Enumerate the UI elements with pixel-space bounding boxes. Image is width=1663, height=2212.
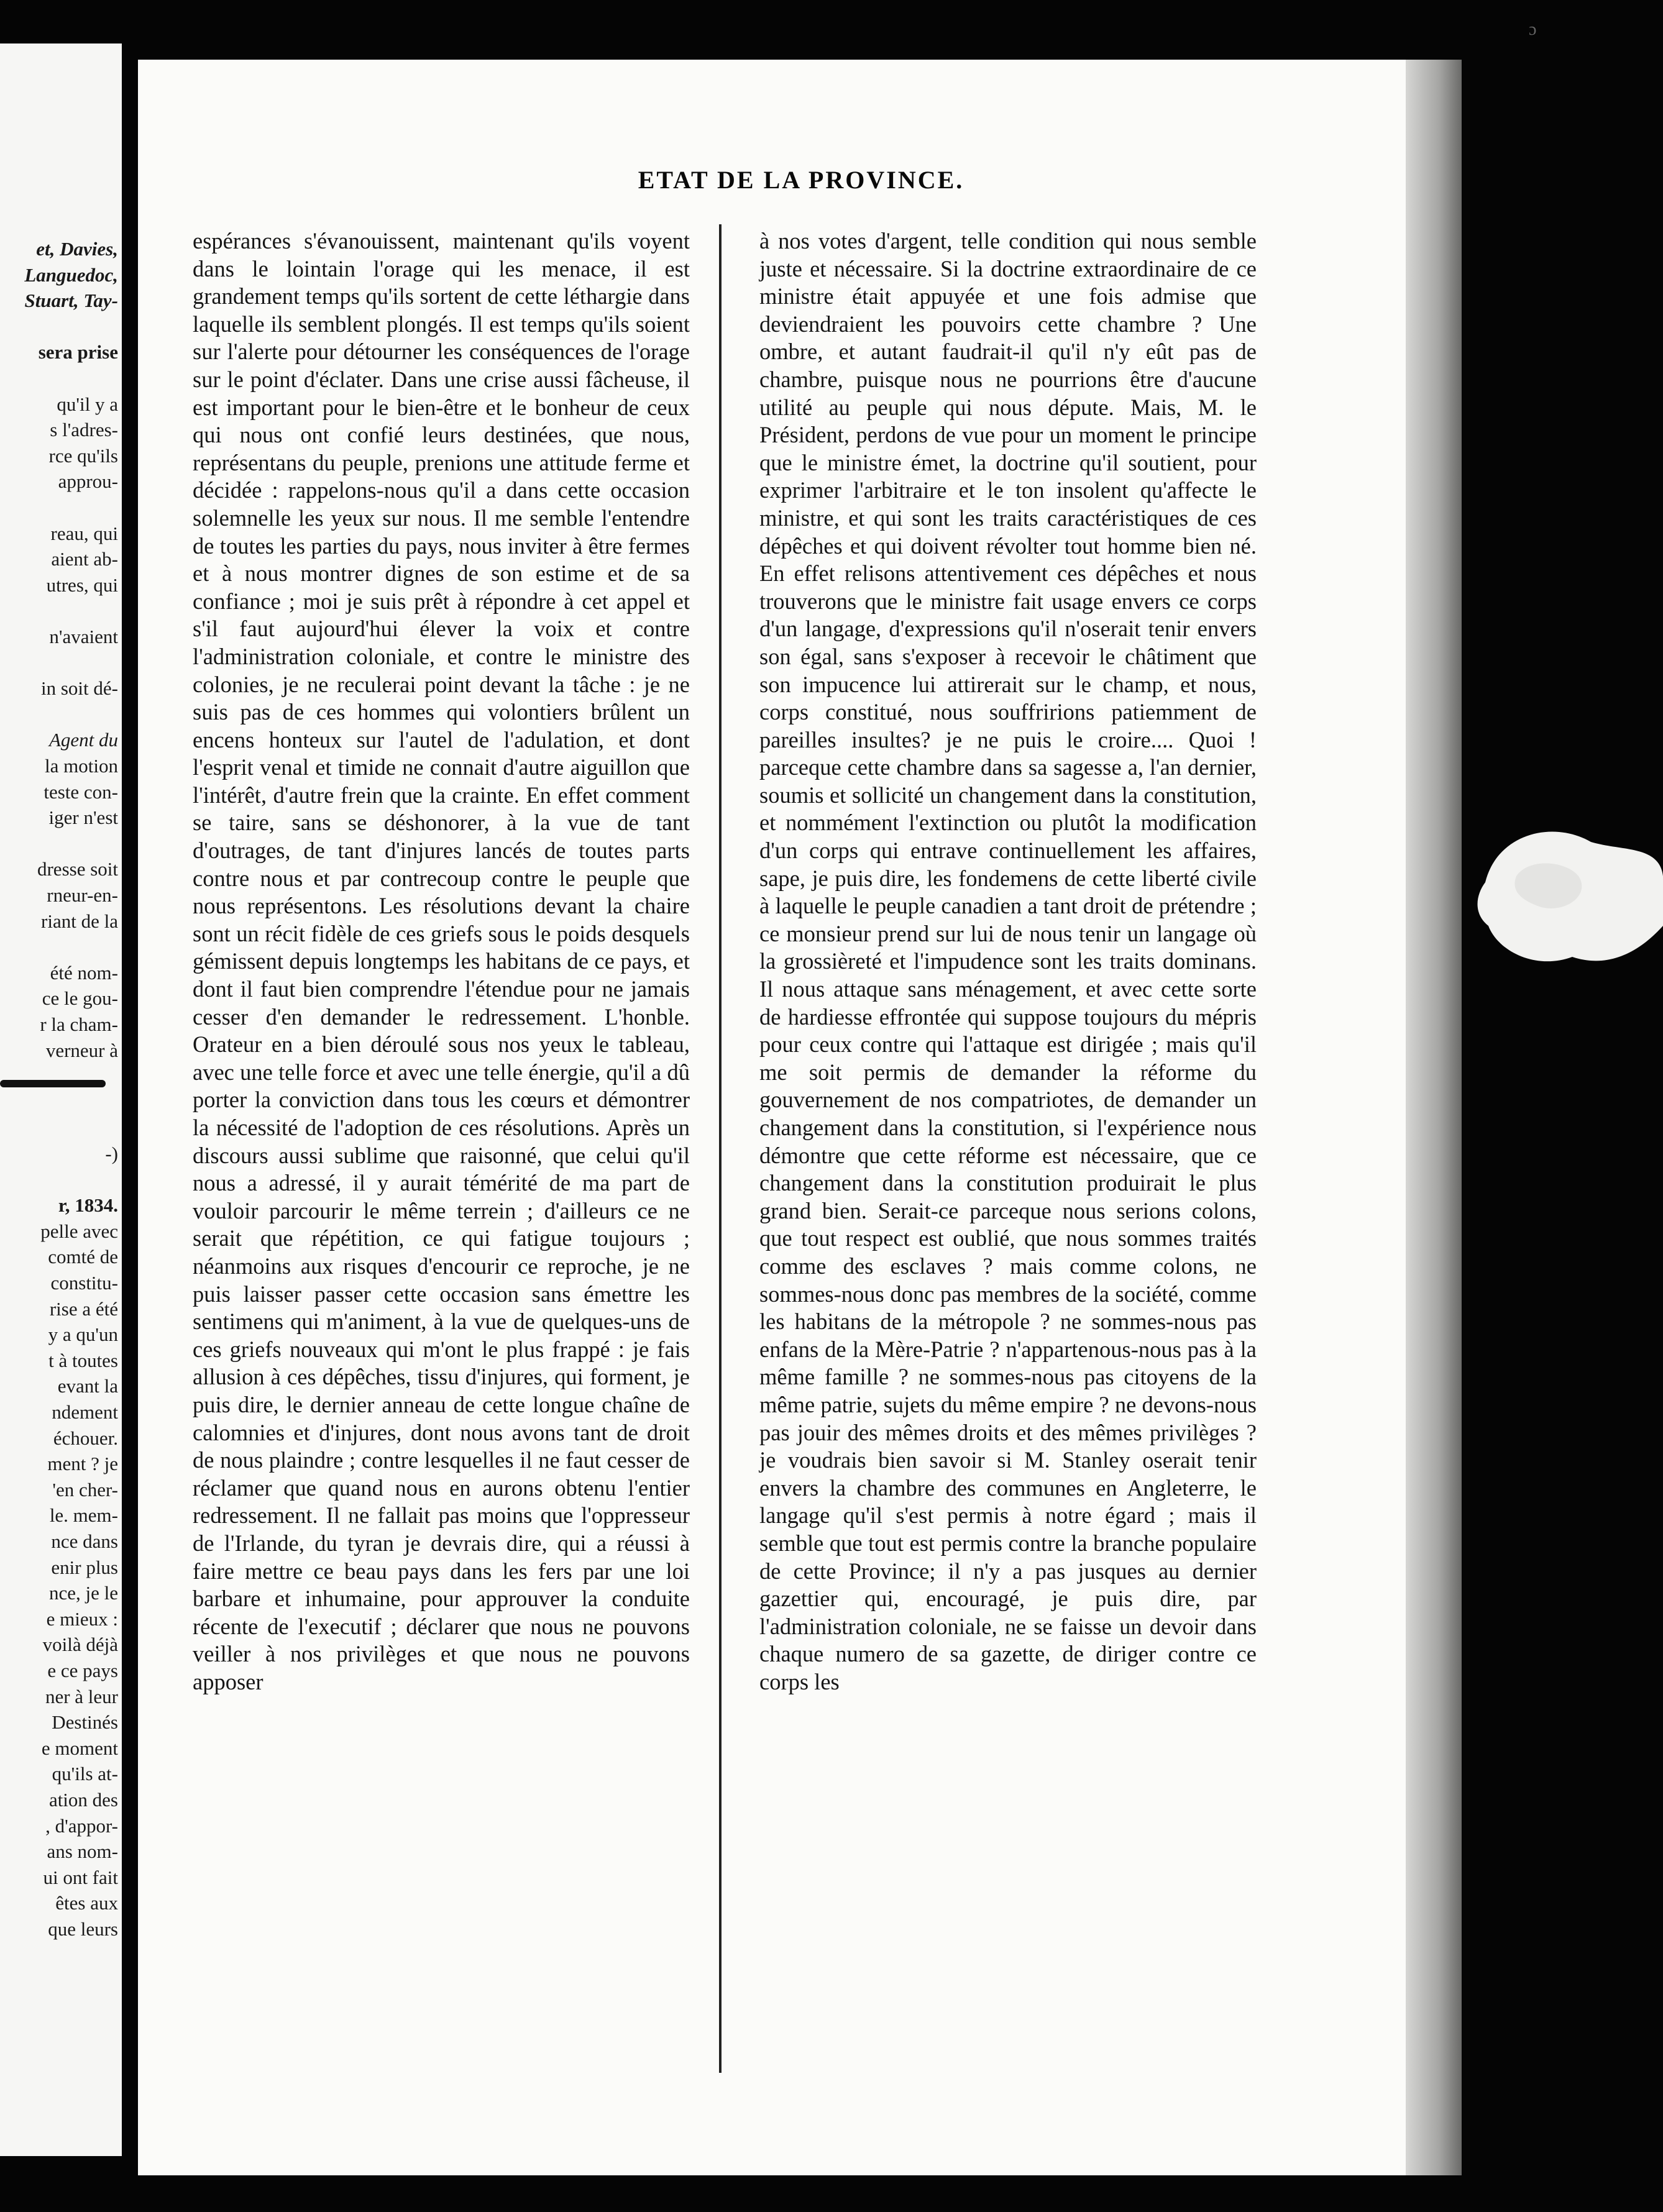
main-page <box>138 60 1454 2175</box>
left-fragment-line: pelle avec <box>40 1220 118 1242</box>
left-fragment-line: evant la <box>57 1375 118 1397</box>
paper-tear-blot <box>1460 808 1663 976</box>
left-fragment-line: ce le gou- <box>42 987 118 1010</box>
left-fragment-line: r, 1834. <box>58 1194 118 1217</box>
text-column-right <box>759 227 1257 1696</box>
left-page-fragment <box>0 43 122 2156</box>
left-fragment-line: reau, qui <box>50 522 118 544</box>
left-fragment-line: verneur à <box>45 1039 118 1061</box>
left-fragment-line: ndement <box>52 1401 118 1423</box>
left-fragment-line: ans nom- <box>47 1840 118 1863</box>
left-fragment-line: ation des <box>48 1789 118 1811</box>
left-fragment-line: e ce pays <box>47 1660 118 1681</box>
corner-mark: ɔ <box>1529 20 1537 39</box>
left-fragment-line: approu- <box>58 470 118 493</box>
left-fragment-line: que leurs <box>48 1918 118 1940</box>
left-fragment-line: iger n'est <box>48 807 118 829</box>
left-fragment-line: Agent du <box>48 729 118 751</box>
column-divider <box>719 224 722 2073</box>
left-fragment-line: e mieux : <box>46 1607 118 1630</box>
column-right-text: à nos votes d'argent, telle condition qui nous semble juste et nécessaire. Si la doctrine extraordinaire de ce ministre était appuyée et une fois admise que deviendraient les pouvoirs cette chambre ? Une ombre, et autant faudrait-il qu'il n'y eût pas de chambre, puisque nous ne pourrions être d'aucune utilité au peuple qui nous députe. Mais, M. le Président, perdons de vue pour un moment le principe que le ministre émet, la doctrine qu'il soutient, pour exprimer l'arbitraire et le ton insolent qu'affecte le ministre, et qui sont les traits caractéristiques de ces dépêches et qui doivent révolter tout homme bien né. En effet relisons attentivement ces dépêches et nous trouverons que le ministre fait usage envers ce corps d'un langage, d'expressions qu'il n'oserait tenir envers son égal, sans s'exposer à recevoir le châtiment que son impucence lui attirerait sur le champ, et nous, corps constitué, nous souffririons patiemment de pareilles insultes? je ne puis le croire.... Quoi ! parceque cette chambre dans sa sagesse a, l'an dernier, soumis et sollicité un changement dans la constitution, et nommément l'extinction ou plutôt la modification d'un corps qui entrave continuellement les affaires, sape, je puis dire, les fondemens de cette liberté civile à laquelle le peuple canadien a tant droit de prétendre ; ce monsieur prend sur lui de nous tenir un langage où la grossièreté et l'impudence sont les traits dominans. Il nous attaque sans ménagement, et avec cette sorte de hardiesse effrontée qui suppose toujours du mépris pour ceux contre qui l'attaque est dirigée ; mais qu'il me soit permis de demander la réforme du gouvernement de nos compatriotes, de demander un changement dans la constitution, si l'expérience nous démontre que cette réforme est nécessaire, que ce changement dans la constitution produirait le plus grand bien. Serait-ce parceque nous serions colons, que tout respect est oublié, que nous sommes traités comme des esclaves ? mais comme colons, ne sommes-nous donc pas membres de la société, comme les habitans de la métropole ? ne sommes-nous pas enfans de la Mère-Patrie ? n'appartenous-nous pas à la même famille ? ne sommes-nous pas citoyens de la même patrie, sujets du même empire ? ne devons-nous pas jouir des mêmes droits et des mêmes privilèges ? je voudrais bien savoir si M. Stanley oserait tenir envers la chambre des communes en Angleterre, le langage qu'il s'est permis à notre égard ; mais il semble que tout est permis contre la branche populaire de cette Province; il n'y a pas jusques au dernier gazettier qui, encouragé, je puis dire, par l'administration coloniale, ne se faisse un devoir dans chaque numero de sa gazette, de diriger contre ce corps les <box>759 228 1257 1694</box>
left-fragment-rule <box>0 1080 106 1087</box>
page-heading: ETAT DE LA PROVINCE. <box>638 166 964 194</box>
left-fragment-line: été nom- <box>50 961 118 984</box>
left-fragment-line: e moment <box>41 1737 118 1759</box>
page-edge-shadow <box>1406 60 1462 2175</box>
left-fragment-line: riant de la <box>41 910 118 932</box>
left-fragment-line: êtes aux <box>55 1892 118 1914</box>
left-fragment-line: sera prise <box>38 341 118 363</box>
left-fragment-line: t à toutes <box>48 1349 118 1371</box>
left-fragment-line: rneur-en- <box>47 884 118 906</box>
left-fragment-line: n'avaient <box>49 626 118 647</box>
left-fragment-line: constitu- <box>50 1272 118 1294</box>
left-fragment-line: ui ont fait <box>43 1866 118 1888</box>
text-column-left <box>193 227 690 1696</box>
left-fragment-line: Destinés <box>52 1711 118 1734</box>
left-fragment-line: s l'adres- <box>50 419 118 441</box>
left-fragment-line: aient ab- <box>51 548 118 570</box>
left-fragment-line: utres, qui <box>46 574 118 596</box>
left-fragment-line: enir plus <box>51 1556 118 1578</box>
left-fragment-line: nce, je le <box>48 1582 118 1604</box>
left-fragment-line: et, Davies, <box>36 238 118 260</box>
left-fragment-line: qu'il y a <box>57 393 118 415</box>
left-fragment-line: , d'appor- <box>45 1814 118 1837</box>
left-fragment-line: la motion <box>45 755 118 777</box>
left-fragment-line: comté de <box>48 1246 118 1268</box>
left-fragment-line: y a qu'un <box>48 1323 118 1346</box>
left-fragment-line: rise a été <box>49 1297 118 1320</box>
left-fragment-line: in soit dé- <box>41 677 118 700</box>
left-fragment-line: le. mem- <box>49 1504 118 1527</box>
left-fragment-line: ment ? je <box>47 1453 118 1475</box>
left-fragment-line: échouer. <box>53 1427 118 1449</box>
left-fragment-line: nce dans <box>51 1530 118 1552</box>
left-fragment-line: -) <box>105 1143 118 1164</box>
column-left-text: espérances s'évanouissent, maintenant qu'ils voyent dans le lointain l'orage qui les menace, il est grandement temps qu'ils sortent de cette léthargie dans laquelle ils semblent plongés. Il est temps qu'ils soient sur l'alerte pour détourner les conséquences de l'orage sur le point d'éclater. Dans une crise aussi fâcheuse, il est important pour le bien-être et le bonheur de ceux qui nous ont confié leurs destinées, que nous, représentans du peuple, prenions une attitude ferme et décidée : rappelons-nous qu'il a dans cette occasion solemnelle les yeux sur nous. Il me semble l'entendre de toutes les parties du pays, nous inviter à être fermes et à nous montrer dignes de son estime et de sa confiance ; moi je suis prêt à répondre à cet appel et s'il faut aujourd'hui élever la voix et contre l'administration coloniale, et contre le ministre des colonies, je ne reculerai point devant la tâche : je ne suis pas de ces hommes qui volontiers brûlent un encens honteux sur l'autel de l'adulation, et dont l'esprit venal et timide ne connait d'autre aiguillon que l'intérêt, d'autre frein que la crainte. En effet comment se taire, sans se déshonorer, à la vue de tant d'outrages, de tant d'injures lancés de toutes parts contre nous et par contrecoup contre le peuple que nous représentons. Les résolutions devant la chaire sont un récit fidèle de ces griefs sous le poids desquels gémissent depuis longtemps les habitans de ce pays, et dont il faut bien comprendre l'étendue pour ne jamais cesser d'en demander le redressement. L'honble. Orateur en a bien déroulé sous nos yeux le tableau, avec une telle force et avec une telle énergie, qu'il a dû porter la conviction dans tous les cœurs et démontrer la nécessité de l'adoption de ces résolutions. Après un discours aussi sublime que raisonné, que celui qu'il nous a adressé, il y aurait témérité de ma part de vouloir parcourir le même terrein ; d'ailleurs ce ne serait que répétition, ce qui fatigue toujours ; néanmoins aux risques d'encourir ce reproche, je ne puis laisser passer cette occasion sans émettre les sentimens qui m'animent, à la vue de quelques-uns de ces griefs nouveaux qui m'ont le plus frappé : je fais allusion à ces dépêches, tissu d'injures, qui forment, je puis dire, le dernier anneau de cette longue chaîne de calomnies et d'injures, dont nous avons tant de droit de nous plaindre ; contre lesquelles il ne faut cesser de réclamer que quand nous en aurons obtenu l'entier redressement. Il ne fallait pas moins que l'oppresseur de l'Irlande, du tyran je devrais dire, qui a réussi à faire mettre ce beau pays dans les fers par une loi barbare et inhumaine, pour approuver la conduite récente de l'executif ; déclarer que nous ne pouvons veiller à nos privilèges et que nous ne pouvons apposer <box>193 228 690 1694</box>
left-fragment-line: rce qu'ils <box>48 444 118 467</box>
left-fragment-line: 'en cher- <box>52 1478 118 1501</box>
left-fragment-line: ner à leur <box>45 1685 118 1707</box>
left-fragment-line: dresse soit <box>37 858 118 880</box>
left-fragment-line: voilà déjà <box>42 1634 118 1656</box>
left-fragment-line: r la cham- <box>40 1013 118 1035</box>
left-fragment-line: Stuart, Tay- <box>24 290 118 312</box>
left-fragment-line: qu'ils at- <box>52 1763 118 1785</box>
left-fragment-line: teste con- <box>44 780 118 803</box>
left-fragment-line: Languedoc, <box>24 263 118 286</box>
